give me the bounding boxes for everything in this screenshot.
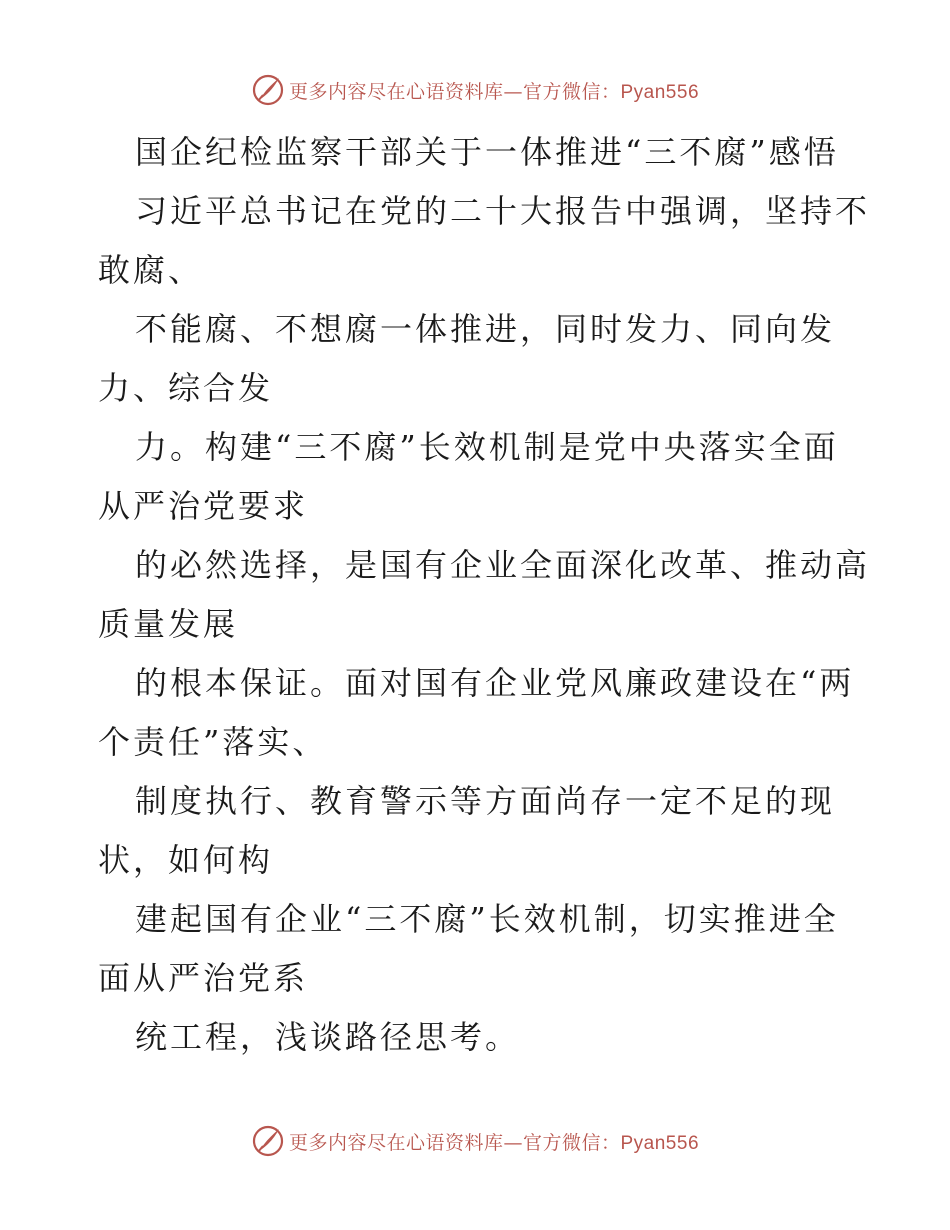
quill-pen-logo-icon <box>251 1124 285 1158</box>
watermark-wechat-id: Pyan556 <box>620 1132 700 1154</box>
text-line: 的根本保证。面对国有企业党风廉政建设在“两 <box>135 664 855 702</box>
text-line: 个责任”落实、 <box>98 723 328 761</box>
watermark-wechat-id: Pyan556 <box>620 81 700 103</box>
text-line: 建起国有企业“三不腐”长效机制，切实推进全 <box>135 900 839 938</box>
text-line: 统工程，浅谈路径思考。 <box>135 1018 521 1056</box>
watermark-text: 更多内容尽在心语资料库—官方微信：Pyan556 <box>288 1131 700 1154</box>
text-line: 敢腐、 <box>98 251 204 289</box>
text-line: 力、综合发 <box>98 369 274 407</box>
text-line: 面从严治党系 <box>98 959 309 997</box>
text-line: 习近平总书记在党的二十大报告中强调，坚持不 <box>135 192 871 230</box>
text-line: 状，如何构 <box>98 841 274 879</box>
footer-watermark <box>0 1121 950 1161</box>
watermark-text: 更多内容尽在心语资料库—官方微信：Pyan556 <box>288 80 700 103</box>
document-title: 国企纪检监察干部关于一体推进“三不腐”感悟 <box>135 133 839 171</box>
document-body <box>98 123 871 1067</box>
text-line: 制度执行、教育警示等方面尚存一定不足的现 <box>135 782 836 820</box>
header-watermark <box>0 70 950 110</box>
text-line: 力。构建“三不腐”长效机制是党中央落实全面 <box>135 428 839 466</box>
quill-pen-logo-icon <box>251 73 285 107</box>
text-line: 从严治党要求 <box>98 487 309 525</box>
text-line: 不能腐、不想腐一体推进，同时发力、同向发 <box>135 310 836 348</box>
text-line: 质量发展 <box>98 605 239 643</box>
text-line: 的必然选择，是国有企业全面深化改革、推动高 <box>135 546 871 584</box>
